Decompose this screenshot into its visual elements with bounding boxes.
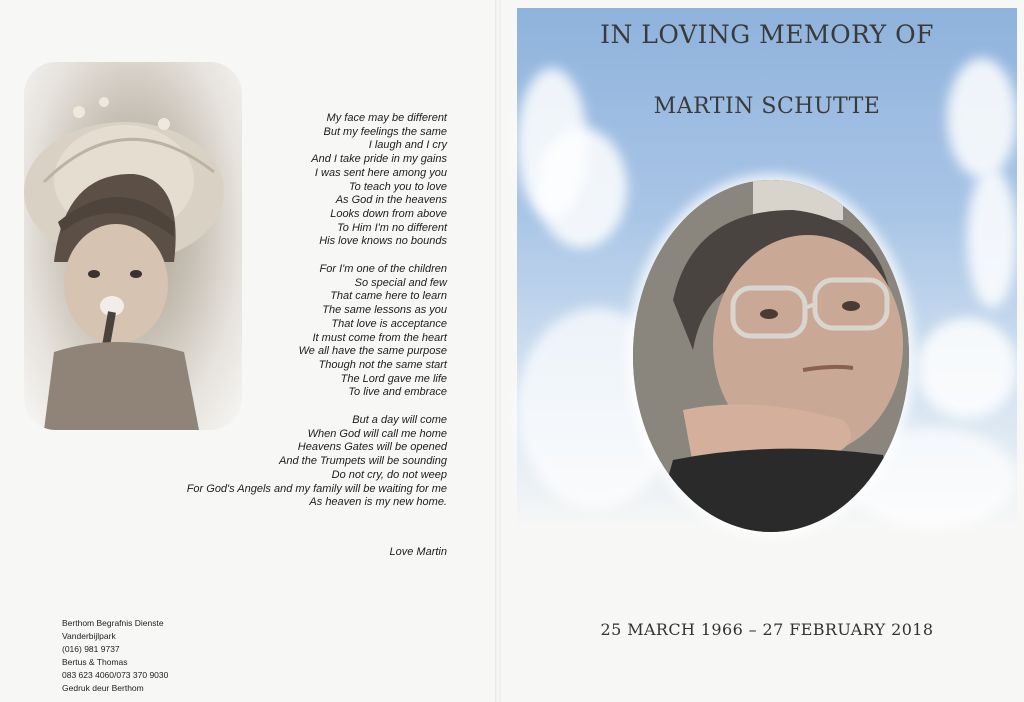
poem-line: I laugh and I cry — [368, 139, 447, 152]
portrait-photo — [633, 180, 909, 532]
poem-line: As heaven is my new home. — [309, 496, 447, 509]
funeral-home-name: Berthom Begrafnis Dienste — [62, 618, 164, 628]
poem-line: That love is acceptance — [331, 317, 447, 330]
poem-line: To Him I'm no different — [337, 221, 447, 234]
poem-stanza-1 — [100, 112, 447, 249]
poem-line: When God will call me home — [307, 427, 447, 440]
cover-title: IN LOVING MEMORY OF — [600, 20, 934, 49]
funeral-home-contacts: Bertus & Thomas — [62, 657, 128, 667]
funeral-home-phone: (016) 981 9737 — [62, 644, 120, 654]
poem-line: It must come from the heart — [312, 331, 447, 344]
poem-line: And the Trumpets will be sounding — [279, 455, 447, 468]
poem-line: For I'm one of the children — [319, 263, 447, 276]
poem-line: I was sent here among you — [314, 166, 447, 179]
funeral-home-mobile: 083 623 4060/073 370 9030 — [62, 670, 169, 680]
poem-line: As God in the heavens — [335, 194, 447, 207]
poem-stanza-3 — [100, 414, 447, 510]
poem-line: His love knows no bounds — [319, 235, 447, 248]
poem-line: That came here to learn — [330, 290, 447, 303]
poem-line: The same lessons as you — [322, 304, 447, 317]
funeral-home-printer: Gedruk deur Berthom — [62, 683, 144, 693]
poem-line: Do not cry, do not weep — [331, 468, 447, 481]
poem-line: We all have the same purpose — [298, 345, 447, 358]
poem-line: For God's Angels and my family will be waiting for me — [186, 482, 447, 495]
poem-line: But my feelings the same — [323, 125, 447, 138]
funeral-home-town: Vanderbijlpark — [62, 631, 116, 641]
poem-line: The Lord gave me life — [340, 372, 447, 385]
deceased-name: MARTIN SCHUTTE — [653, 94, 881, 119]
poem-line: To live and embrace — [348, 386, 447, 399]
poem-line: Heavens Gates will be opened — [297, 441, 447, 454]
poem-line: My face may be different — [326, 112, 447, 124]
poem-line: So special and few — [354, 276, 447, 289]
left-page — [0, 0, 497, 702]
poem-line: And I take pride in my gains — [311, 153, 447, 166]
poem — [100, 112, 447, 524]
poem-stanza-2 — [100, 263, 447, 400]
poem-line: Looks down from above — [330, 207, 447, 220]
poem-line: To teach you to love — [348, 180, 447, 193]
poem-line: But a day will come — [352, 414, 447, 427]
life-dates: 25 MARCH 1966 – 27 FEBRUARY 2018 — [600, 620, 934, 639]
funeral-home-info — [62, 617, 168, 695]
right-page — [501, 0, 1024, 702]
poem-line: Though not the same start — [318, 358, 447, 371]
poem-signoff: Love Martin — [389, 546, 447, 558]
